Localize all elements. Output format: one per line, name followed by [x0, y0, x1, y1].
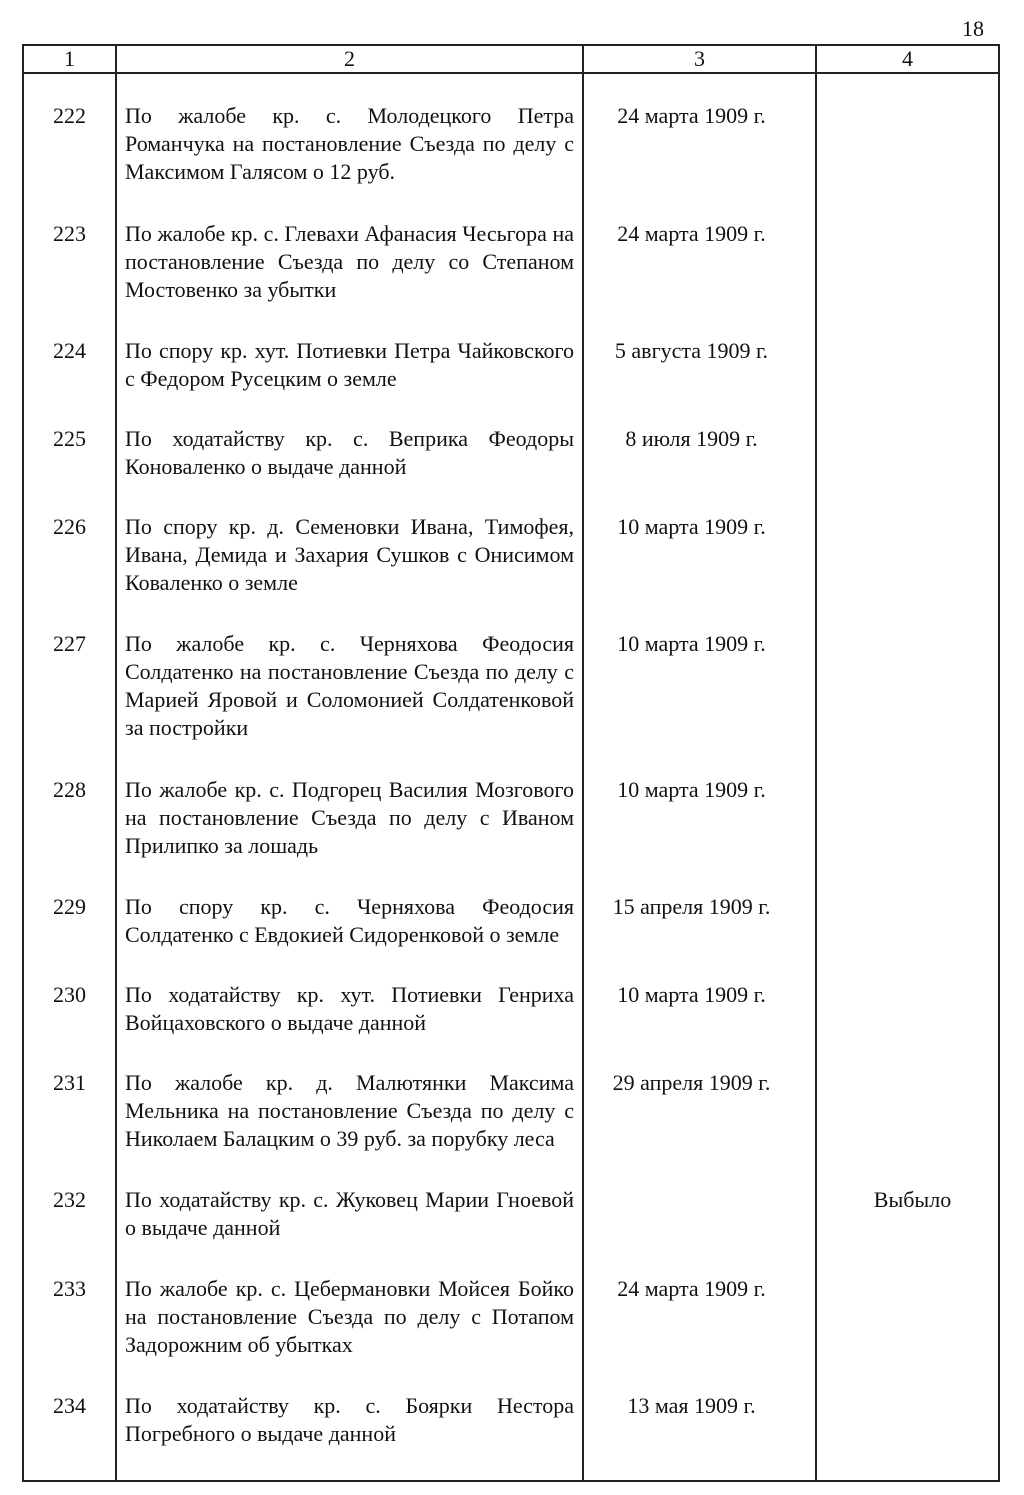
case-note [816, 1392, 999, 1480]
case-date: 10 марта 1909 г. [583, 630, 816, 776]
table-row [23, 981, 999, 1069]
table-row [23, 73, 999, 220]
case-number: 228 [23, 776, 116, 893]
case-description: По жалобе кр. с. Глевахи Афанасия Чесьгора на постановление Съезда по делу со Степаном Мостовенко за убытки [116, 220, 583, 337]
case-date: 10 марта 1909 г. [583, 981, 816, 1069]
table-row [23, 1392, 999, 1480]
case-number: 232 [23, 1186, 116, 1274]
case-description: По ходатайству кр. хут. Потиевки Генриха Войцаховского о выдаче данной [116, 981, 583, 1069]
case-date: 24 марта 1909 г. [583, 220, 816, 337]
case-number: 224 [23, 337, 116, 425]
case-description: По жалобе кр. с. Подгорец Василия Мозгового на постановление Съезда по делу с Иваном Прилипко за лошадь [116, 776, 583, 893]
case-description: По спору кр. с. Черняхова Феодосия Солдатенко с Евдокией Сидоренковой о земле [116, 893, 583, 981]
case-number: 234 [23, 1392, 116, 1480]
case-description: По жалобе кр. с. Черняхова Феодосия Солдатенко на постановление Съезда по делу с Марией Яровой и Соломонией Солдатенковой за постройки [116, 630, 583, 776]
case-number: 222 [23, 73, 116, 220]
case-number: 230 [23, 981, 116, 1069]
case-description: По ходатайству кр. с. Веприка Феодоры Коноваленко о выдаче данной [116, 425, 583, 513]
case-number: 227 [23, 630, 116, 776]
case-note [816, 776, 999, 893]
column-header-2: 2 [116, 45, 583, 73]
case-number: 226 [23, 513, 116, 630]
table-row [23, 893, 999, 981]
case-note [816, 337, 999, 425]
register-table [22, 44, 1000, 1482]
case-note [816, 893, 999, 981]
case-date: 10 марта 1909 г. [583, 513, 816, 630]
filler-cell [816, 1480, 999, 1481]
case-date: 8 июля 1909 г. [583, 425, 816, 513]
column-header-3: 3 [583, 45, 816, 73]
case-note [816, 73, 999, 220]
table-filler-row [23, 1480, 999, 1481]
case-date [583, 1186, 816, 1274]
case-description: По ходатайству кр. с. Боярки Нестора Погребного о выдаче данной [116, 1392, 583, 1480]
table-row [23, 776, 999, 893]
case-date: 24 марта 1909 г. [583, 1275, 816, 1392]
case-description: По спору кр. хут. Потиевки Петра Чайковского с Федором Русецким о земле [116, 337, 583, 425]
table-row [23, 1186, 999, 1274]
case-note: Выбыло [816, 1186, 999, 1274]
case-number: 233 [23, 1275, 116, 1392]
filler-cell [116, 1480, 583, 1481]
table-row [23, 630, 999, 776]
table-row [23, 1275, 999, 1392]
case-note [816, 220, 999, 337]
case-date: 13 мая 1909 г. [583, 1392, 816, 1480]
case-date: 10 марта 1909 г. [583, 776, 816, 893]
case-note [816, 630, 999, 776]
page-number: 18 [962, 16, 984, 41]
case-date: 29 апреля 1909 г. [583, 1069, 816, 1186]
column-header-1: 1 [23, 45, 116, 73]
case-description: По спору кр. д. Семеновки Ивана, Тимофея, Ивана, Демида и Захария Сушков с Онисимом Коваленко о земле [116, 513, 583, 630]
case-date: 24 марта 1909 г. [583, 73, 816, 220]
column-header-4: 4 [816, 45, 999, 73]
case-description: По жалобе кр. с. Молодецкого Петра Романчука на постановление Съезда по делу с Максимом Галясом о 12 руб. [116, 73, 583, 220]
case-date: 15 апреля 1909 г. [583, 893, 816, 981]
table-row [23, 337, 999, 425]
case-note [816, 425, 999, 513]
table-row [23, 513, 999, 630]
case-note [816, 1275, 999, 1392]
case-number: 225 [23, 425, 116, 513]
case-note [816, 1069, 999, 1186]
filler-cell [583, 1480, 816, 1481]
case-date: 5 августа 1909 г. [583, 337, 816, 425]
case-description: По ходатайству кр. с. Жуковец Марии Гноевой о выдаче данной [116, 1186, 583, 1274]
case-description: По жалобе кр. с. Цебермановки Мойсея Бойко на постановление Съезда по делу с Потапом Задорожним об убытках [116, 1275, 583, 1392]
table-row [23, 1069, 999, 1186]
table-row [23, 220, 999, 337]
case-number: 223 [23, 220, 116, 337]
table-row [23, 425, 999, 513]
filler-cell [23, 1480, 116, 1481]
header-row [23, 45, 999, 73]
case-note [816, 513, 999, 630]
case-number: 229 [23, 893, 116, 981]
case-number: 231 [23, 1069, 116, 1186]
case-description: По жалобе кр. д. Малютянки Максима Мельника на постановление Съезда по делу с Николаем Балацким о 39 руб. за порубку леса [116, 1069, 583, 1186]
case-note [816, 981, 999, 1069]
